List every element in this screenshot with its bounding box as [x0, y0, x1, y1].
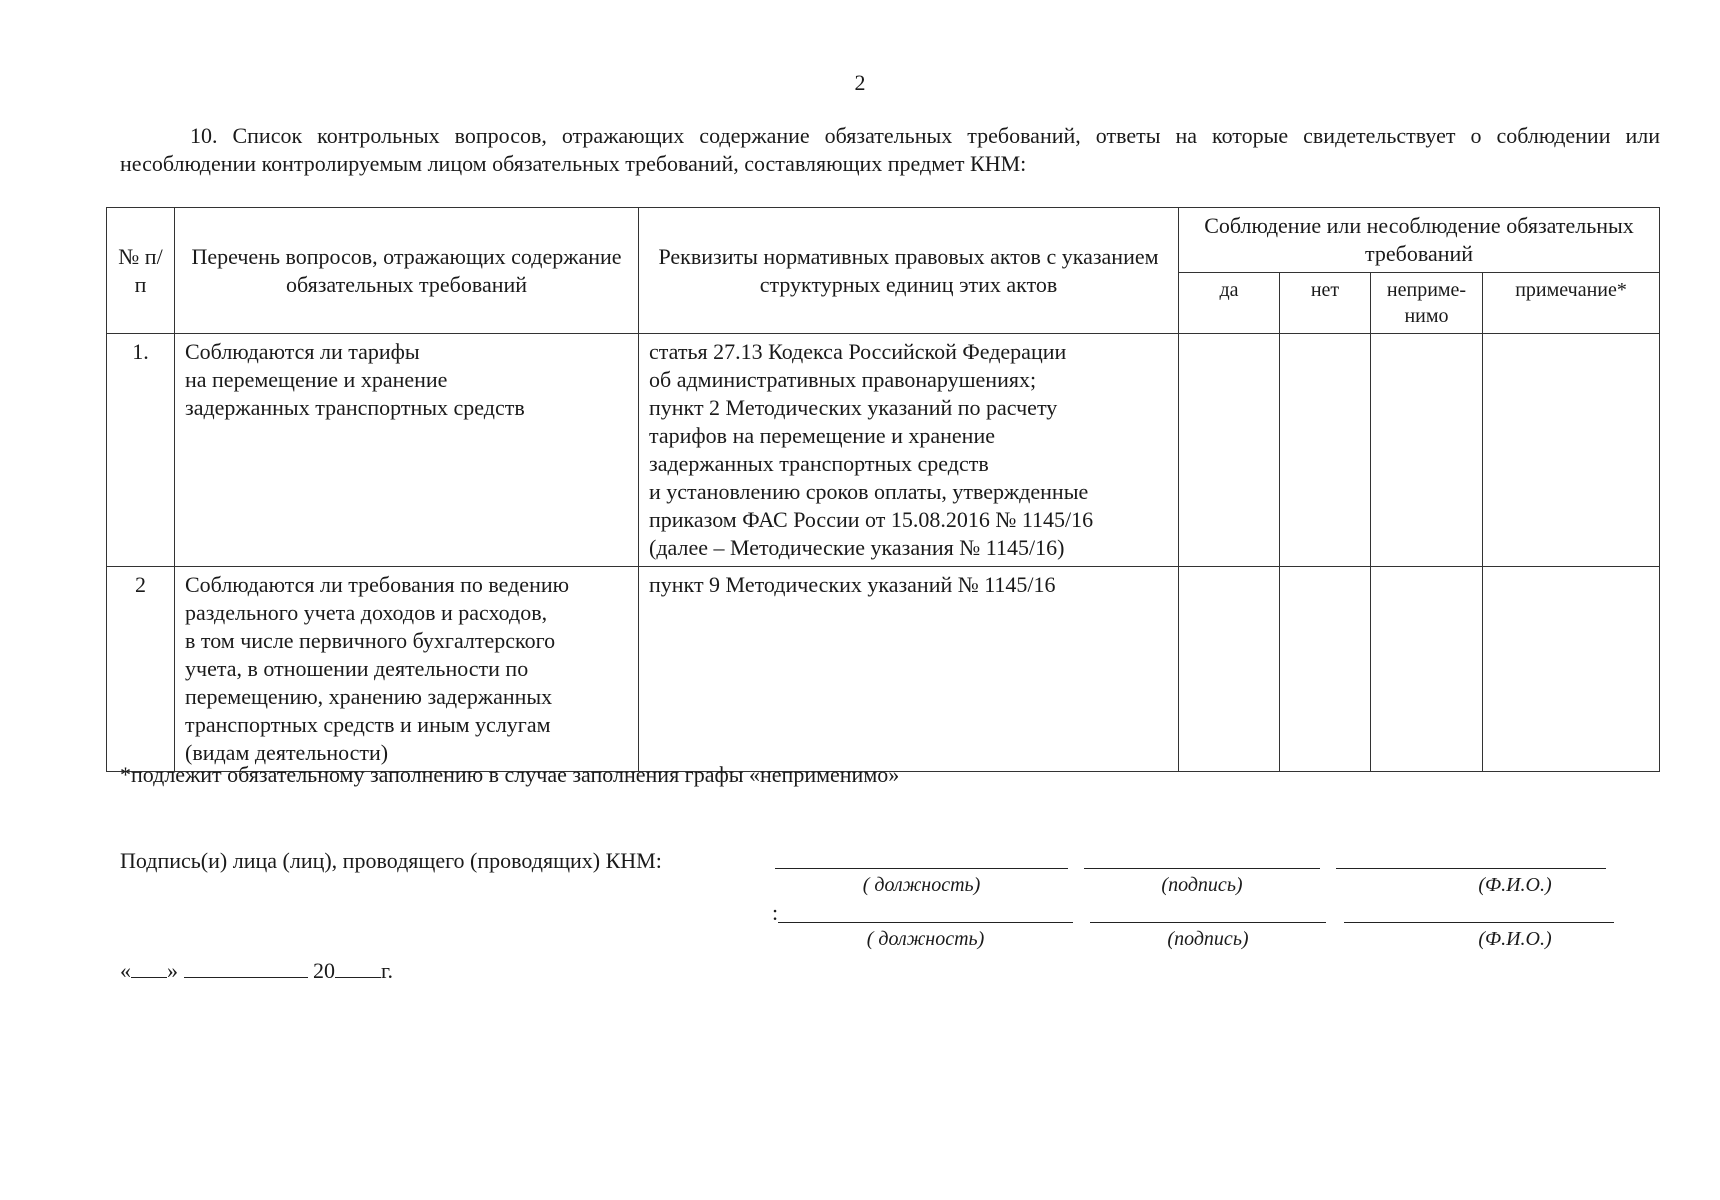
cell-no[interactable] [1280, 334, 1371, 567]
requirements-table [106, 207, 1660, 772]
header-na: неприме- нимо [1371, 273, 1483, 334]
row-requisites: статья 27.13 Кодекса Российской Федерации об административных правонарушениях; пункт 2 Методических указаний по расчету тарифов на перемещение и хранение задержанных транспортных средств и установлению сроков оплаты, утвержденные приказом ФАС России от 15.08.2016 № 1145/16 (далее – Методические указания № 1145/16) [639, 334, 1179, 567]
year-suffix: г. [381, 958, 394, 983]
signature-line[interactable] [1084, 868, 1320, 869]
cell-yes[interactable] [1179, 567, 1280, 772]
table-row [107, 334, 1660, 567]
date-open-quote: « [120, 958, 131, 983]
row-requisites: пункт 9 Методических указаний № 1145/16 [639, 567, 1179, 772]
name-line[interactable] [1344, 922, 1614, 923]
cell-yes[interactable] [1179, 334, 1280, 567]
name-line[interactable] [1336, 868, 1606, 869]
row-num: 2 [107, 567, 175, 772]
cell-na[interactable] [1371, 567, 1483, 772]
row-question: Соблюдаются ли требования по ведению раздельного учета доходов и расходов, в том числе первичного бухгалтерского учета, в отношении деятельности по перемещению, хранению задержанных транспортных средств и иным услугам (видам деятельности) [175, 567, 639, 772]
signature-line[interactable] [1090, 922, 1326, 923]
header-note: примечание* [1483, 273, 1660, 334]
cell-note[interactable] [1483, 334, 1660, 567]
signature-label: Подпись(и) лица (лиц), проводящего (проводящих) КНМ: [120, 848, 662, 873]
header-compliance: Соблюдение или несоблюдение обязательных требований [1179, 208, 1660, 273]
row-question: Соблюдаются ли тарифы на перемещение и хранение задержанных транспортных средств [175, 334, 639, 567]
position-caption: ( должность) [862, 874, 981, 896]
date-close-quote: » [167, 958, 178, 983]
signature-colon: : [772, 900, 779, 925]
position-line[interactable] [775, 868, 1068, 869]
date-line [120, 958, 393, 984]
header-num: № п/п [107, 208, 175, 334]
signature-caption: (подпись) [1161, 874, 1243, 896]
page-number: 2 [854, 70, 866, 95]
year-blank[interactable] [335, 959, 381, 978]
year-prefix: 20 [313, 958, 335, 983]
position-caption: ( должность) [866, 928, 985, 950]
position-line[interactable] [778, 922, 1073, 923]
table-row [107, 567, 1660, 772]
header-yes: да [1179, 273, 1280, 334]
signature-caption: (подпись) [1167, 928, 1249, 950]
header-no: нет [1280, 273, 1371, 334]
header-requisites: Реквизиты нормативных правовых актов с указанием структурных единиц этих актов [639, 208, 1179, 334]
cell-no[interactable] [1280, 567, 1371, 772]
cell-na[interactable] [1371, 334, 1483, 567]
day-blank[interactable] [131, 959, 167, 978]
month-blank[interactable] [184, 959, 308, 978]
row-num: 1. [107, 334, 175, 567]
cell-note[interactable] [1483, 567, 1660, 772]
name-caption: (Ф.И.О.) [1478, 874, 1552, 896]
header-questions: Перечень вопросов, отражающих содержание обязательных требований [175, 208, 639, 334]
intro-paragraph: 10. Список контрольных вопросов, отражающих содержание обязательных требований, ответы на которые свидетельствует о соблюдении или несоблюдении контролируемым лицом обязательных требований, составляющих предмет КНМ: [120, 123, 1660, 176]
name-caption: (Ф.И.О.) [1478, 928, 1552, 950]
footnote: *подлежит обязательному заполнению в случае заполнения графы «неприменимо» [120, 762, 900, 787]
